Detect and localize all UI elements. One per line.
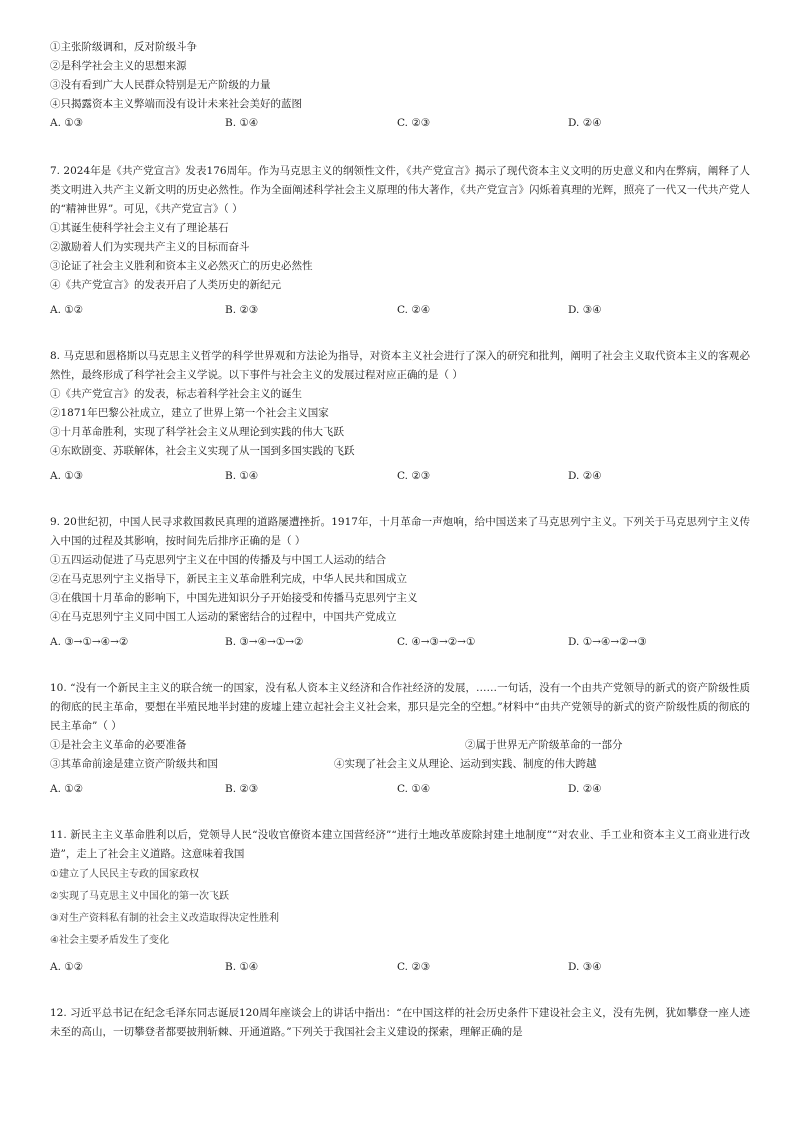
option-3: ③论证了社会主义胜利和资本主义必然灭亡的历史必然性 — [50, 260, 313, 272]
question-stem: 11. 新民主主义革命胜利以后，党领导人民“没收官僚资本建立国营经济”“进行土地改革废除封建土地制度”“对农业、手工业和资本主义工商业进行改造”，走上了社会主义道路。这意味着我国 — [50, 829, 750, 860]
choice-b[interactable]: B. ③→④→①→② — [225, 636, 304, 648]
option-1: ①建立了人民民主专政的国家政权 — [50, 869, 199, 880]
option-4: ④东欧剧变、苏联解体，社会主义实现了从一国到多国实践的飞跃 — [50, 445, 355, 457]
choice-b[interactable]: B. ①④ — [225, 961, 259, 973]
option-1: ①五四运动促进了马克思列宁主义在中国的传播及与中国工人运动的结合 — [50, 554, 386, 566]
option-4: ④《共产党宣言》的发表开启了人类历史的新纪元 — [50, 279, 281, 291]
choice-a[interactable]: A. ①③ — [50, 117, 84, 129]
answer-choices — [50, 958, 750, 977]
choice-b[interactable]: B. ②③ — [225, 783, 259, 795]
option-3: ③十月革命胜利，实现了科学社会主义从理论到实践的伟大飞跃 — [50, 426, 344, 438]
option-4: ④在马克思列宁主义同中国工人运动的紧密结合的过程中，中国共产党成立 — [50, 611, 397, 623]
choice-b[interactable]: B. ②③ — [225, 304, 259, 316]
choice-a[interactable]: A. ①③ — [50, 470, 84, 482]
choice-d[interactable]: D. ③④ — [568, 961, 602, 973]
choice-a[interactable]: A. ①② — [50, 961, 84, 973]
choice-c[interactable]: C. ②③ — [397, 961, 431, 973]
question-12 — [50, 1004, 750, 1042]
choice-a[interactable]: A. ③→①→④→② — [50, 636, 129, 648]
answer-choices — [50, 301, 750, 320]
option-row-1 — [50, 736, 750, 755]
option-1: ①是社会主义革命的必要准备 — [50, 739, 187, 751]
option-2: ②1871年巴黎公社成立，建立了世界上第一个社会主义国家 — [50, 407, 329, 419]
answer-choices — [50, 114, 750, 133]
question-9 — [50, 513, 750, 652]
option-4: ④实现了社会主义从理论、运动到实践、制度的伟大跨越 — [334, 758, 597, 770]
answer-choices — [50, 467, 750, 486]
question-stem: 7. 2024年是《共产党宣言》发表176周年。作为马克思主义的纲领性文件，《共产党宣言》揭示了现代资本主义文明的历史意义和内在弊病，阐释了人类文明进入共产主义新文明的历史必然性。作为全面阐述科学社会主义原理的伟大著作，《共产党宣言》闪烁着真理的光辉，照亮了一代又一代共产党人的“精神世界”。可见，《共产党宣言》（ ） — [50, 165, 750, 215]
question-8 — [50, 347, 750, 486]
option-4: ④社会主要矛盾发生了变化 — [50, 935, 169, 946]
option-4: ④只揭露资本主义弊端而没有设计未来社会美好的蓝图 — [50, 98, 302, 110]
option-2: ②是科学社会主义的思想来源 — [50, 60, 187, 72]
question-stem: 10. “没有一个新民主主义的联合统一的国家，没有私人资本主义经济和合作社经济的发展，……一句话，没有一个由共产党领导的新式的资产阶级性质的彻底的民主革命，要想在半殖民地半封建的废墟上建立起社会主义社会来，那只是完全的空想。”材料中“由共产党领导的新式的资产阶级性质的彻底的民主革命”（ ） — [50, 682, 750, 732]
option-3: ③在俄国十月革命的影响下，中国先进知识分子开始接受和传播马克思列宁主义 — [50, 592, 418, 604]
choice-d[interactable]: D. ②④ — [568, 783, 602, 795]
exam-page — [50, 38, 750, 1042]
option-2: ②在马克思列宁主义指导下，新民主主义革命胜利完成，中华人民共和国成立 — [50, 573, 407, 585]
option-3: ③对生产资料私有制的社会主义改造取得决定性胜利 — [50, 913, 279, 924]
choice-a[interactable]: A. ①② — [50, 304, 84, 316]
choice-c[interactable]: C. ②④ — [397, 304, 431, 316]
option-1: ①其诞生使科学社会主义有了理论基石 — [50, 222, 229, 234]
choice-c[interactable]: C. ②③ — [397, 117, 431, 129]
option-2: ②属于世界无产阶级革命的一部分 — [465, 739, 623, 751]
choice-c[interactable]: C. ④→③→②→① — [397, 636, 476, 648]
option-2: ②激励着人们为实现共产主义的目标而奋斗 — [50, 241, 250, 253]
choice-b[interactable]: B. ①④ — [225, 117, 259, 129]
option-3: ③其革命前途是建立资产阶级共和国 — [50, 758, 218, 770]
option-1: ①主张阶级调和，反对阶级斗争 — [50, 41, 197, 53]
question-7 — [50, 162, 750, 320]
question-stem: 8. 马克思和恩格斯以马克思主义哲学的科学世界观和方法论为指导，对资本主义社会进行了深入的研究和批判，阐明了社会主义取代资本主义的客观必然性，最终形成了科学社会主义学说。以下事件与社会主义的发展过程对应正确的是（ ） — [50, 350, 750, 381]
answer-choices — [50, 633, 750, 652]
choice-d[interactable]: D. ②④ — [568, 117, 602, 129]
choice-d[interactable]: D. ②④ — [568, 470, 602, 482]
choice-d[interactable]: D. ③④ — [568, 304, 602, 316]
question-10 — [50, 679, 750, 799]
option-1: ①《共产党宣言》的发表，标志着科学社会主义的诞生 — [50, 388, 302, 400]
choice-a[interactable]: A. ①② — [50, 783, 84, 795]
question-11 — [50, 826, 750, 977]
question-6-options — [50, 38, 750, 133]
option-row-2 — [50, 755, 750, 774]
option-2: ②实现了马克思主义中国化的第一次飞跃 — [50, 891, 229, 902]
choice-b[interactable]: B. ①④ — [225, 470, 259, 482]
choice-d[interactable]: D. ①→④→②→③ — [568, 636, 647, 648]
choice-c[interactable]: C. ②③ — [397, 470, 431, 482]
question-stem: 9. 20世纪初，中国人民寻求救国救民真理的道路屡遭挫折。1917年，十月革命一声炮响，给中国送来了马克思列宁主义。下列关于马克思列宁主义传入中国的过程及其影响，按时间先后排序正确的是（ ） — [50, 516, 750, 547]
answer-choices — [50, 780, 750, 799]
question-stem: 12. 习近平总书记在纪念毛泽东同志诞辰120周年座谈会上的讲话中指出：“在中国这样的社会历史条件下建设社会主义，没有先例，犹如攀登一座人迹未至的高山，一切攀登者都要披荆斩棘、开通道路。”下列关于我国社会主义建设的探索，理解正确的是 — [50, 1007, 750, 1038]
option-3: ③没有看到广大人民群众特别是无产阶级的力量 — [50, 79, 271, 91]
choice-c[interactable]: C. ①④ — [397, 783, 431, 795]
